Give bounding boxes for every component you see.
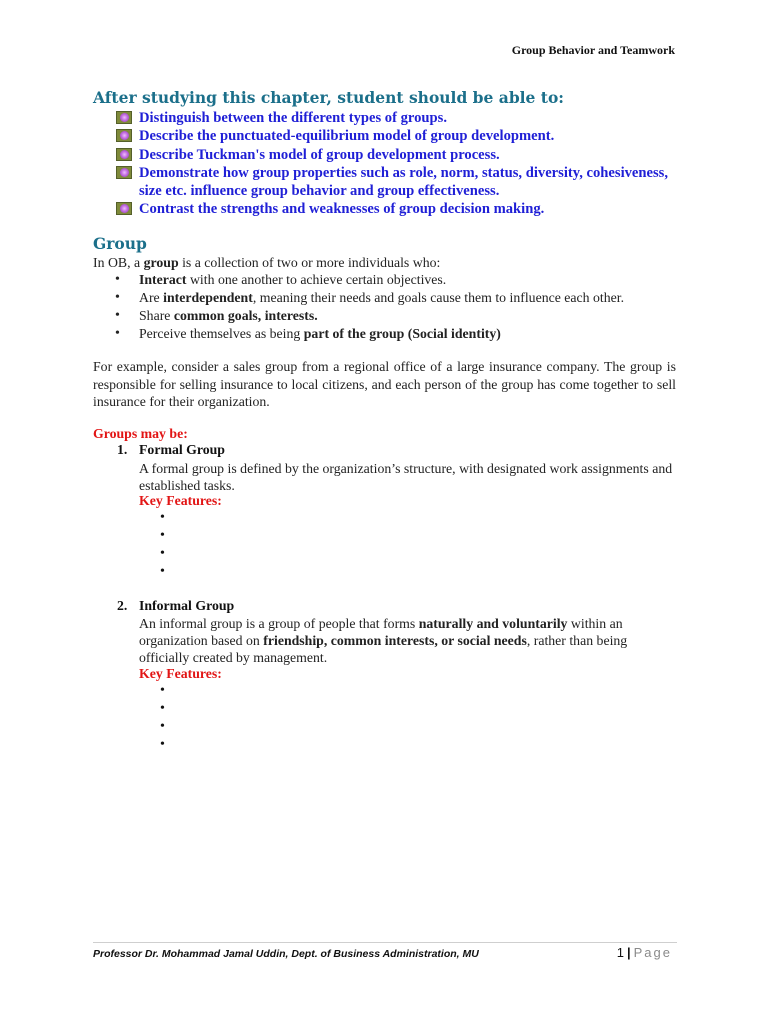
footer-divider — [93, 942, 677, 943]
informal-group-number: 2. — [117, 598, 128, 613]
flower-bullet-icon — [116, 202, 132, 215]
formal-features-list — [160, 510, 170, 582]
flower-bullet-icon — [116, 166, 132, 179]
empty-bullet — [160, 737, 170, 755]
list-item: • Perceive themselves as being part of the group (Social identity) — [115, 325, 624, 343]
empty-bullet — [160, 683, 170, 701]
objective-item: Describe Tuckman's model of group development process. — [116, 146, 686, 164]
informal-group-title: Informal Group — [139, 598, 235, 613]
flower-bullet-icon — [116, 111, 132, 124]
flower-bullet-icon — [116, 148, 132, 161]
empty-bullet — [160, 564, 170, 582]
empty-bullet — [160, 719, 170, 737]
flower-bullet-icon — [116, 129, 132, 142]
informal-features-list — [160, 683, 170, 755]
formal-group-number: 1. — [117, 442, 128, 457]
running-header: Group Behavior and Teamwork — [511, 43, 675, 57]
informal-group-description: An informal group is a group of people that forms naturally and voluntarily within an organization based on friendship, common interests, or social needs, rather than being officially created by management. — [139, 616, 628, 665]
empty-bullet — [160, 510, 170, 528]
objective-item: Distinguish between the different types of groups. — [116, 109, 686, 127]
list-item: • Share common goals, interests. — [115, 307, 624, 325]
group-heading: Group — [93, 234, 147, 253]
group-characteristics-list — [115, 271, 624, 343]
informal-key-features-label: Key Features: — [139, 666, 222, 681]
objectives-heading: After studying this chapter, student should be able to: — [93, 88, 565, 107]
groups-may-be-label: Groups may be: — [93, 426, 188, 441]
objective-item: Contrast the strengths and weaknesses of group decision making. — [116, 200, 686, 218]
list-item: • Are interdependent, meaning their needs and goals cause them to influence each other. — [115, 289, 624, 307]
objectives-list — [116, 109, 686, 219]
page-number: 1 | Page — [616, 945, 672, 960]
empty-bullet — [160, 546, 170, 564]
empty-bullet — [160, 701, 170, 719]
empty-bullet — [160, 528, 170, 546]
footer-author: Professor Dr. Mohammad Jamal Uddin, Dept. of Business Administration, MU — [93, 948, 479, 960]
objective-item: Describe the punctuated-equilibrium model of group development. — [116, 127, 686, 145]
formal-key-features-label: Key Features: — [139, 493, 222, 508]
formal-group-description: A formal group is defined by the organization’s structure, with designated work assignments and established tasks. — [139, 461, 673, 493]
objective-item: Demonstrate how group properties such as role, norm, status, diversity, cohesiveness, size etc. influence group behavior and group effectiveness. — [116, 164, 686, 201]
list-item: • Interact with one another to achieve certain objectives. — [115, 271, 624, 289]
example-paragraph: For example, consider a sales group from a regional office of a large insurance company. The group is responsible for selling insurance to local citizens, and each person of the group has come together to sell insurance for their organization. — [93, 359, 676, 409]
group-definition: In OB, a group is a collection of two or more individuals who: — [93, 255, 441, 270]
formal-group-title: Formal Group — [139, 442, 225, 457]
